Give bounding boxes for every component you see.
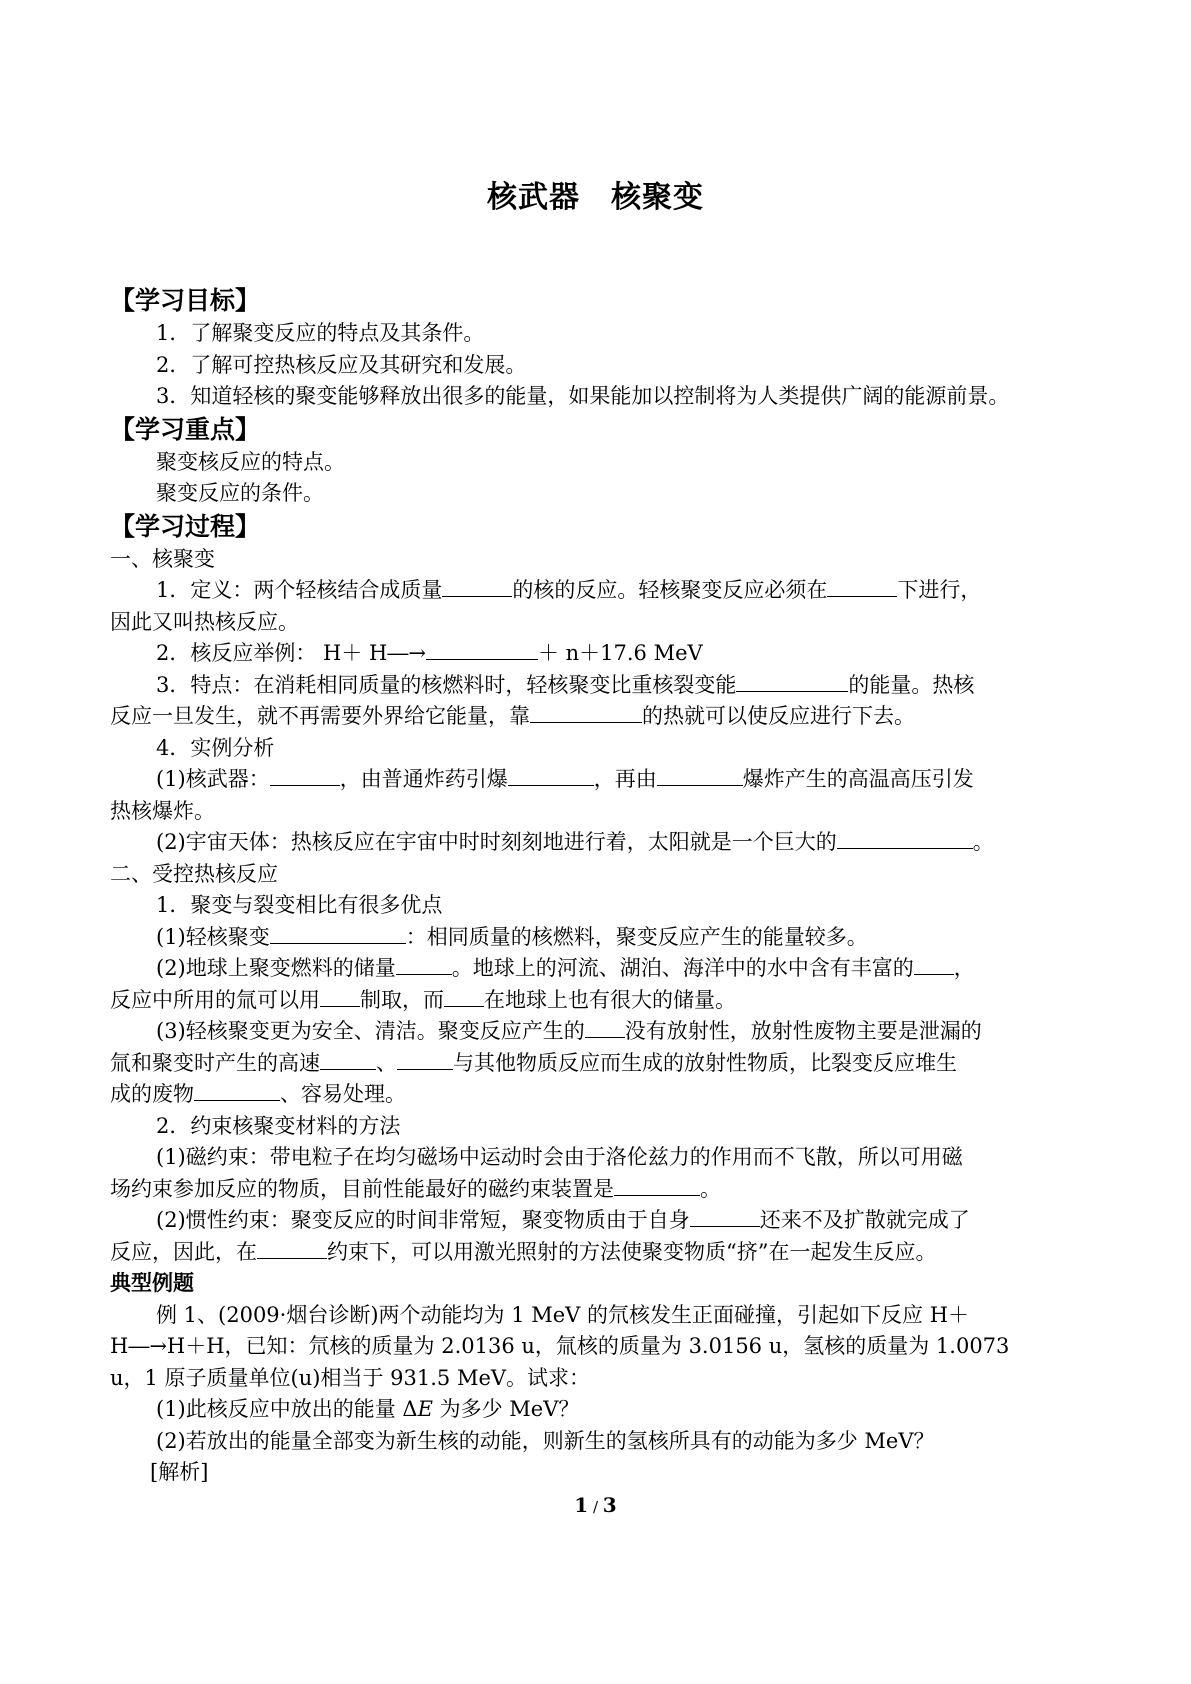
focus-heading: 【学习重点】	[110, 414, 261, 444]
advantage-line: (3)轻核聚变更为安全、清洁。聚变反应产生的 没有放射性，放射性废物主要是泄漏的	[156, 1019, 982, 1043]
fill-blank[interactable]	[585, 1017, 625, 1038]
case-heading: 4．实例分析	[156, 735, 275, 760]
fill-blank[interactable]	[270, 765, 340, 786]
weapon-line: 热核爆炸。	[110, 798, 215, 823]
fill-blank[interactable]	[530, 702, 642, 723]
method-line: 场约束参加反应的物质，目前性能最好的磁约束装置是 。	[110, 1176, 721, 1201]
fill-blank[interactable]	[444, 986, 484, 1007]
method-heading: 2．约束核聚变材料的方法	[156, 1113, 401, 1138]
advantage-line: 成的废物 、容易处理。	[110, 1082, 406, 1106]
fill-blank[interactable]	[914, 954, 954, 975]
goals-heading: 【学习目标】	[110, 286, 261, 315]
method-line: 反应，因此，在 约束下，可以用激光照射的方法使聚变物质“挤”在一起发生反应。	[110, 1239, 937, 1264]
document-body	[110, 284, 1090, 1489]
page-title: 核武器 核聚变	[487, 180, 704, 215]
fill-blank[interactable]	[736, 671, 848, 692]
fill-blank[interactable]	[614, 1175, 700, 1196]
space-line: (2)宇宙天体：热核反应在宇宙中时时刻刻地进行着，太阳就是一个巨大的 。	[156, 830, 994, 854]
goal-item: 2．了解可控热核反应及其研究和发展。	[156, 352, 527, 377]
part1-heading: 一、核聚变	[110, 546, 215, 571]
example-text: 例 1、(2009·烟台诊断)两个动能均为 1 MeV 的氘核发生正面碰撞，引起如下反应 H＋	[156, 1302, 970, 1327]
fill-blank[interactable]	[827, 576, 897, 597]
fill-blank[interactable]	[442, 576, 512, 597]
fill-blank[interactable]	[320, 1049, 376, 1070]
fill-blank[interactable]	[657, 765, 743, 786]
analysis-label: [解析]	[150, 1460, 209, 1484]
definition-line: 1．定义：两个轻核结合成质量 的核的反应。轻核聚变反应必须在 下进行，	[156, 578, 982, 602]
example-text: u，1 原子质量单位(u)相当于 931.5 MeV。试求：	[110, 1365, 591, 1390]
feature-line: 3．特点：在消耗相同质量的核燃料时，轻核聚变比重核裂变能 的能量。热核	[156, 672, 975, 697]
fill-blank[interactable]	[194, 1080, 280, 1101]
weapon-line: (1)核武器： ，由普通炸药引爆 ，再由 爆炸产生的高温高压引发	[156, 767, 974, 791]
example-question: (2)若放出的能量全部变为新生核的动能，则新生的氢核所具有的动能为多少 MeV？	[156, 1428, 935, 1453]
fill-blank[interactable]	[270, 923, 406, 944]
advantage-line: (2)地球上聚变燃料的储量 。地球上的河流、湖泊、海洋中的水中含有丰富的 ，	[156, 956, 975, 980]
focus-item: 聚变核反应的特点。	[156, 449, 345, 474]
definition-line: 因此又叫热核反应。	[110, 609, 299, 634]
advantage-heading: 1．聚变与裂变相比有很多优点	[156, 893, 443, 917]
feature-line: 反应一旦发生，就不再需要外界给它能量，靠 的热就可以使反应进行下去。	[110, 704, 915, 728]
method-line: (2)惯性约束：聚变反应的时间非常短，聚变物质由于自身 还来不及扩散就完成了	[156, 1208, 970, 1232]
example-text: H―→H＋H，已知：氘核的质量为 2.0136 u，氚核的质量为 3.0156 u，氢核的质量为 1.0073	[110, 1334, 1010, 1358]
fill-blank[interactable]	[508, 765, 594, 786]
goal-item: 1．了解聚变反应的特点及其条件。	[156, 321, 485, 345]
page-number: 1 / 3	[574, 1493, 617, 1517]
advantage-line: (1)轻核聚变 ：相同质量的核燃料，聚变反应产生的能量较多。	[156, 924, 868, 949]
fill-blank[interactable]	[320, 986, 360, 1007]
goal-item: 3．知道轻核的聚变能够释放出很多的能量，如果能加以控制将为人类提供广阔的能源前景。	[156, 384, 1010, 408]
part2-heading: 二、受控热核反应	[110, 861, 278, 886]
fill-blank[interactable]	[396, 954, 452, 975]
fill-blank[interactable]	[690, 1206, 760, 1227]
fill-blank[interactable]	[837, 828, 973, 849]
focus-item: 聚变反应的条件。	[156, 481, 324, 505]
method-line: (1)磁约束：带电粒子在均匀磁场中运动时会由于洛伦兹力的作用而不飞散，所以可用磁	[156, 1145, 963, 1169]
advantage-line: 反应中所用的氚可以用 制取，而 在地球上也有很大的储量。	[110, 987, 736, 1012]
fill-blank[interactable]	[257, 1238, 327, 1259]
equation-line: 2．核反应举例： H＋ H―→ ＋ n＋17.6 MeV	[156, 641, 703, 665]
example-heading: 典型例题	[110, 1271, 194, 1295]
process-heading: 【学习过程】	[110, 511, 261, 541]
fill-blank[interactable]	[397, 1049, 453, 1070]
advantage-line: 氚和聚变时产生的高速 、 与其他物质反应而生成的放射性物质，比裂变反应堆生	[110, 1050, 957, 1075]
example-question: (1)此核反应中放出的能量 ΔE 为多少 MeV？	[156, 1397, 580, 1421]
fill-blank[interactable]	[426, 639, 538, 660]
